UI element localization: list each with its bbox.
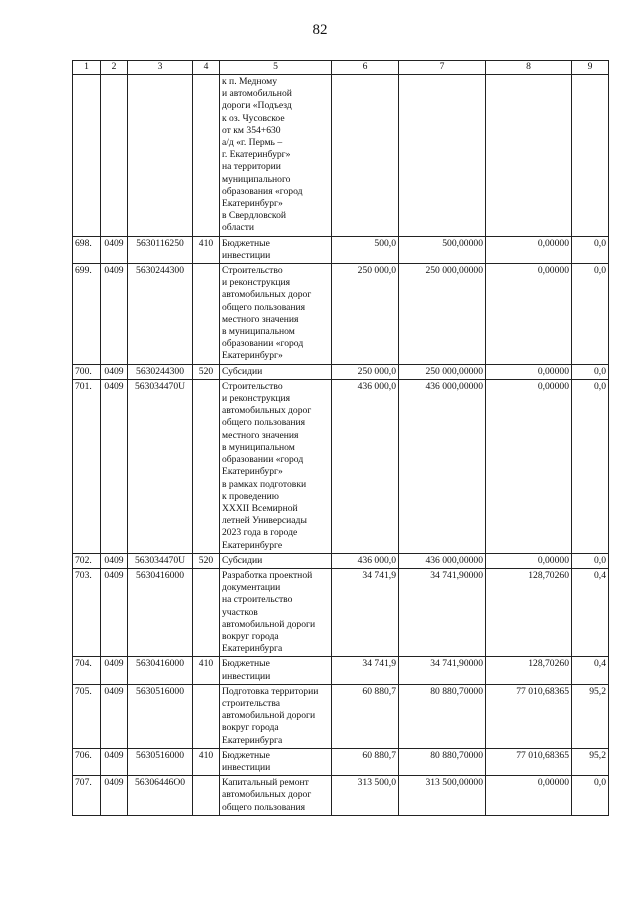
row-number-cell: 707. [73, 776, 101, 816]
percent-cell: 0,0 [572, 379, 609, 553]
column-header: 9 [572, 61, 609, 75]
expense-type-cell: 520 [193, 553, 220, 568]
item-name-cell: Субсидии [220, 364, 332, 379]
approved-amount-cell [399, 75, 486, 237]
approved-amount-cell: 80 880,70000 [399, 748, 486, 775]
column-header: 4 [193, 61, 220, 75]
target-article-cell: 563034470U [128, 553, 193, 568]
plan-amount-cell: 500,0 [332, 236, 399, 263]
row-number-cell: 700. [73, 364, 101, 379]
percent-cell [572, 75, 609, 237]
row-number-cell: 699. [73, 264, 101, 365]
table-row [73, 568, 609, 656]
expense-type-cell: 520 [193, 364, 220, 379]
column-header: 6 [332, 61, 399, 75]
section-code-cell: 0409 [101, 236, 128, 263]
table-row [73, 379, 609, 553]
item-name-cell: Бюджетные инвестиции [220, 657, 332, 684]
executed-amount-cell: 0,00000 [486, 264, 572, 365]
approved-amount-cell: 500,00000 [399, 236, 486, 263]
percent-cell: 0,0 [572, 264, 609, 365]
executed-amount-cell: 128,70260 [486, 568, 572, 656]
item-name-cell: Капитальный ремонт автомобильных дорог общего пользования [220, 776, 332, 816]
section-code-cell [101, 75, 128, 237]
target-article-cell: 5630516000 [128, 684, 193, 748]
table-row [73, 684, 609, 748]
expense-type-cell [193, 379, 220, 553]
row-number-cell: 701. [73, 379, 101, 553]
plan-amount-cell: 436 000,0 [332, 379, 399, 553]
table-row [73, 75, 609, 237]
percent-cell: 95,2 [572, 748, 609, 775]
plan-amount-cell: 313 500,0 [332, 776, 399, 816]
row-number-cell: 702. [73, 553, 101, 568]
item-name-cell: Строительство и реконструкция автомобильных дорог общего пользования местного значения в муниципальном образовании «город Екатеринбург» в рамках подготовки к проведению XXXII Всемирной летней Универсиады 2023 года в городе Екатеринбурге [220, 379, 332, 553]
expense-type-cell [193, 684, 220, 748]
table-row [73, 364, 609, 379]
row-number-cell: 704. [73, 657, 101, 684]
item-name-cell: Бюджетные инвестиции [220, 236, 332, 263]
approved-amount-cell: 80 880,70000 [399, 684, 486, 748]
column-header: 5 [220, 61, 332, 75]
approved-amount-cell: 250 000,00000 [399, 264, 486, 365]
item-name-cell: к п. Медному и автомобильной дороги «Подъезд к оз. Чусовское от км 354+630 а/д «г. Пермь – г. Екатеринбург» на территории муниципального образования «город Екатеринбург» в Свердловской области [220, 75, 332, 237]
column-header: 3 [128, 61, 193, 75]
item-name-cell: Строительство и реконструкция автомобильных дорог общего пользования местного значения в муниципальном образовании «город Екатеринбург» [220, 264, 332, 365]
plan-amount-cell: 34 741,9 [332, 568, 399, 656]
item-name-cell: Разработка проектной документации на строительство участков автомобильной дороги вокруг города Екатеринбурга [220, 568, 332, 656]
expense-type-cell [193, 568, 220, 656]
budget-table [72, 60, 609, 816]
approved-amount-cell: 34 741,90000 [399, 568, 486, 656]
column-header: 8 [486, 61, 572, 75]
executed-amount-cell: 0,00000 [486, 776, 572, 816]
executed-amount-cell: 128,70260 [486, 657, 572, 684]
plan-amount-cell: 436 000,0 [332, 553, 399, 568]
executed-amount-cell: 0,00000 [486, 364, 572, 379]
section-code-cell: 0409 [101, 379, 128, 553]
percent-cell: 0,0 [572, 553, 609, 568]
target-article-cell: 5630244300 [128, 364, 193, 379]
expense-type-cell [193, 776, 220, 816]
expense-type-cell: 410 [193, 657, 220, 684]
section-code-cell: 0409 [101, 364, 128, 379]
expense-type-cell [193, 75, 220, 237]
table-row [73, 657, 609, 684]
executed-amount-cell: 0,00000 [486, 553, 572, 568]
approved-amount-cell: 436 000,00000 [399, 553, 486, 568]
table-row [73, 264, 609, 365]
column-header: 2 [101, 61, 128, 75]
plan-amount-cell: 250 000,0 [332, 364, 399, 379]
section-code-cell: 0409 [101, 684, 128, 748]
expense-type-cell: 410 [193, 236, 220, 263]
table-row [73, 748, 609, 775]
expense-type-cell: 410 [193, 748, 220, 775]
column-header: 1 [73, 61, 101, 75]
item-name-cell: Бюджетные инвестиции [220, 748, 332, 775]
target-article-cell: 5630416000 [128, 657, 193, 684]
expense-type-cell [193, 264, 220, 365]
plan-amount-cell: 60 880,7 [332, 684, 399, 748]
approved-amount-cell: 436 000,00000 [399, 379, 486, 553]
section-code-cell: 0409 [101, 553, 128, 568]
target-article-cell: 5630244300 [128, 264, 193, 365]
row-number-cell: 698. [73, 236, 101, 263]
section-code-cell: 0409 [101, 657, 128, 684]
section-code-cell: 0409 [101, 776, 128, 816]
percent-cell: 0,0 [572, 236, 609, 263]
executed-amount-cell [486, 75, 572, 237]
executed-amount-cell: 0,00000 [486, 236, 572, 263]
approved-amount-cell: 250 000,00000 [399, 364, 486, 379]
percent-cell: 0,4 [572, 657, 609, 684]
percent-cell: 0,0 [572, 776, 609, 816]
table-header-row [73, 61, 609, 75]
target-article-cell: 5630416000 [128, 568, 193, 656]
percent-cell: 0,4 [572, 568, 609, 656]
row-number-cell [73, 75, 101, 237]
plan-amount-cell: 60 880,7 [332, 748, 399, 775]
target-article-cell: 56306446О0 [128, 776, 193, 816]
item-name-cell: Субсидии [220, 553, 332, 568]
target-article-cell: 5630116250 [128, 236, 193, 263]
percent-cell: 95,2 [572, 684, 609, 748]
section-code-cell: 0409 [101, 264, 128, 365]
target-article-cell: 5630516000 [128, 748, 193, 775]
item-name-cell: Подготовка территории строительства автомобильной дороги вокруг города Екатеринбурга [220, 684, 332, 748]
column-header: 7 [399, 61, 486, 75]
row-number-cell: 703. [73, 568, 101, 656]
target-article-cell: 563034470U [128, 379, 193, 553]
row-number-cell: 706. [73, 748, 101, 775]
table-row [73, 776, 609, 816]
percent-cell: 0,0 [572, 364, 609, 379]
executed-amount-cell: 77 010,68365 [486, 748, 572, 775]
section-code-cell: 0409 [101, 568, 128, 656]
plan-amount-cell [332, 75, 399, 237]
section-code-cell: 0409 [101, 748, 128, 775]
executed-amount-cell: 77 010,68365 [486, 684, 572, 748]
table-row [73, 553, 609, 568]
page-number: 82 [312, 22, 328, 38]
approved-amount-cell: 313 500,00000 [399, 776, 486, 816]
approved-amount-cell: 34 741,90000 [399, 657, 486, 684]
target-article-cell [128, 75, 193, 237]
row-number-cell: 705. [73, 684, 101, 748]
plan-amount-cell: 250 000,0 [332, 264, 399, 365]
executed-amount-cell: 0,00000 [486, 379, 572, 553]
table-row [73, 236, 609, 263]
plan-amount-cell: 34 741,9 [332, 657, 399, 684]
